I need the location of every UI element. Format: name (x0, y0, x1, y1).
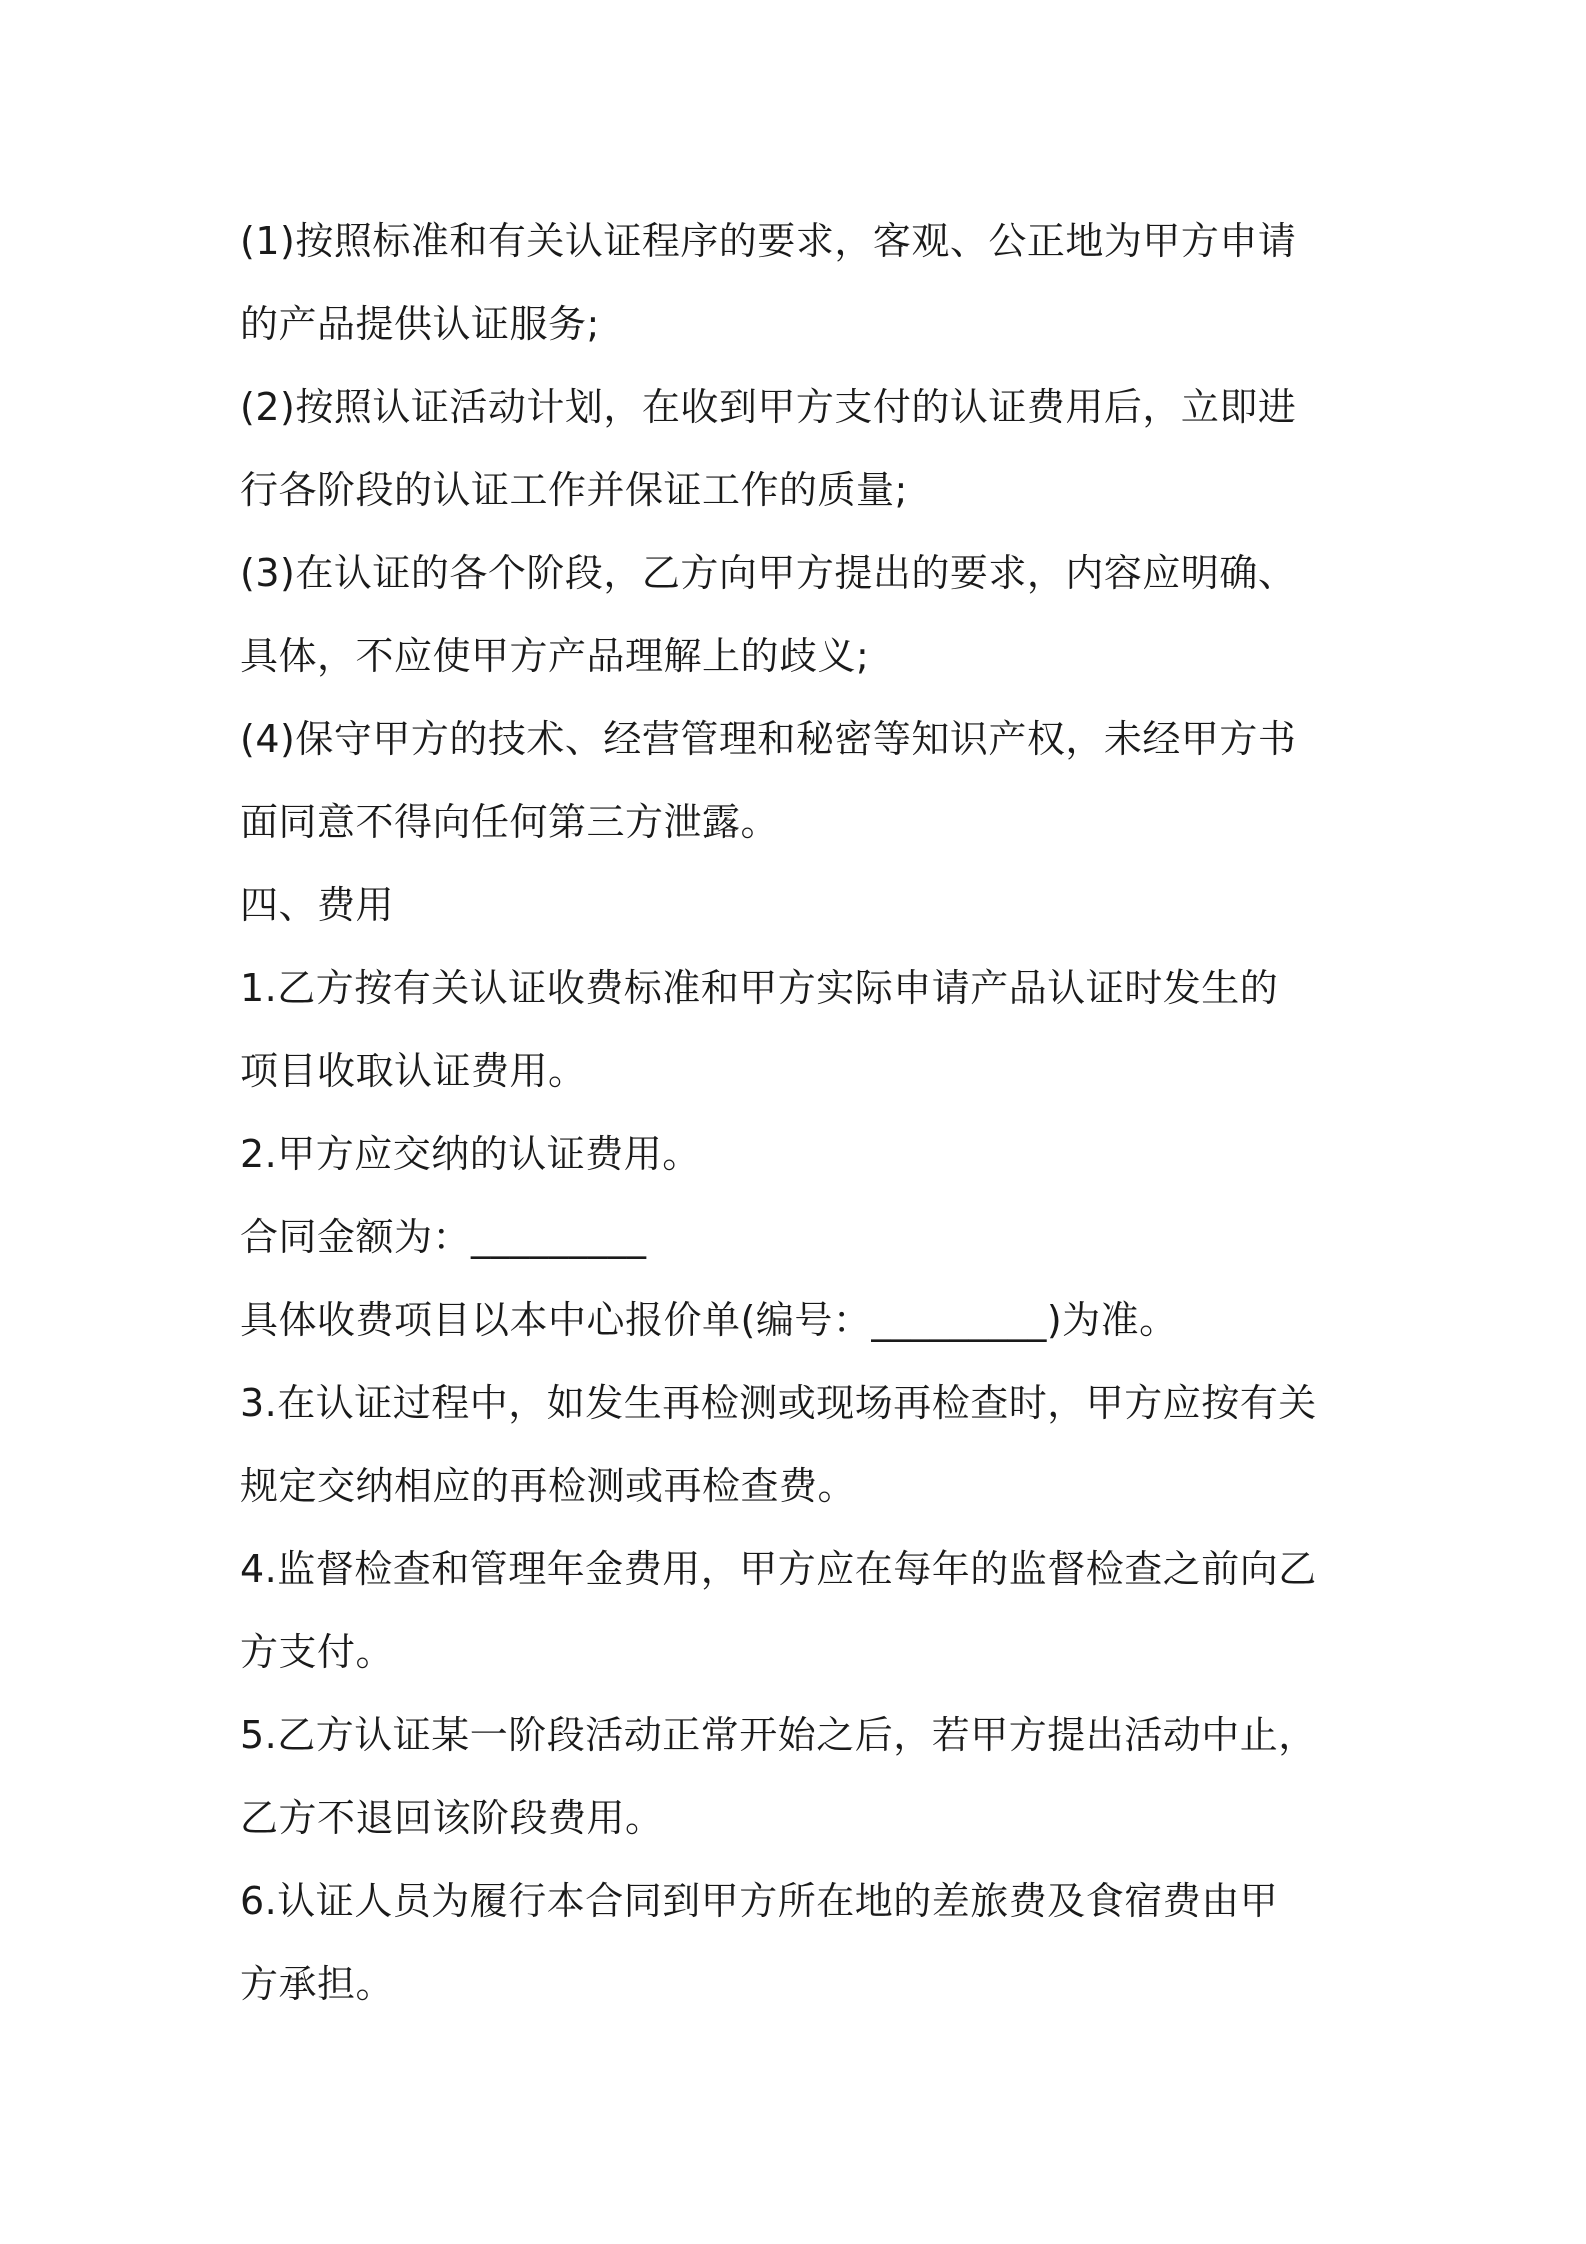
clause-3-line-1: (3)在认证的各个阶段，乙方向甲方提出的要求，内容应明确、 (240, 551, 1297, 595)
fee-item-5-line-2: 乙方不退回该阶段费用。 (240, 1796, 664, 1840)
fee-item-2: 2.甲方应交纳的认证费用。 (240, 1132, 701, 1176)
clause-2-line-1: (2)按照认证活动计划，在收到甲方支付的认证费用后，立即进 (240, 385, 1297, 429)
clause-1-line-2: 的产品提供认证服务; (240, 302, 600, 346)
clause-2-line-2: 行各阶段的认证工作并保证工作的质量; (240, 468, 908, 512)
fee-item-4-line-2: 方支付。 (240, 1630, 395, 1674)
fee-item-5-line-1: 5.乙方认证某一阶段活动正常开始之后，若甲方提出活动中止， (240, 1713, 1317, 1757)
contract-amount: 合同金额为：_________ (240, 1215, 647, 1259)
quotation-reference: 具体收费项目以本中心报价单(编号：_________)为准。 (240, 1298, 1178, 1342)
fee-item-1-line-2: 项目收取认证费用。 (240, 1049, 587, 1093)
section-heading-fees: 四、费用 (240, 883, 395, 927)
fee-item-6-line-1: 6.认证人员为履行本合同到甲方所在地的差旅费及食宿费由甲 (240, 1879, 1279, 1923)
fee-item-3-line-2: 规定交纳相应的再检测或再检查费。 (240, 1464, 857, 1508)
fee-item-6-line-2: 方承担。 (240, 1962, 395, 2006)
clause-4-line-2: 面同意不得向任何第三方泄露。 (240, 800, 780, 844)
clause-4-line-1: (4)保守甲方的技术、经营管理和秘密等知识产权，未经甲方书 (240, 717, 1297, 761)
document-body (240, 200, 1360, 2026)
fee-item-1-line-1: 1.乙方按有关认证收费标准和甲方实际申请产品认证时发生的 (240, 966, 1279, 1010)
clause-3-line-2: 具体，不应使甲方产品理解上的歧义; (240, 634, 870, 678)
fee-item-3-line-1: 3.在认证过程中，如发生再检测或现场再检查时，甲方应按有关 (240, 1381, 1317, 1425)
fee-item-4-line-1: 4.监督检查和管理年金费用，甲方应在每年的监督检查之前向乙 (240, 1547, 1317, 1591)
clause-1-line-1: (1)按照标准和有关认证程序的要求，客观、公正地为甲方申请 (240, 219, 1297, 263)
